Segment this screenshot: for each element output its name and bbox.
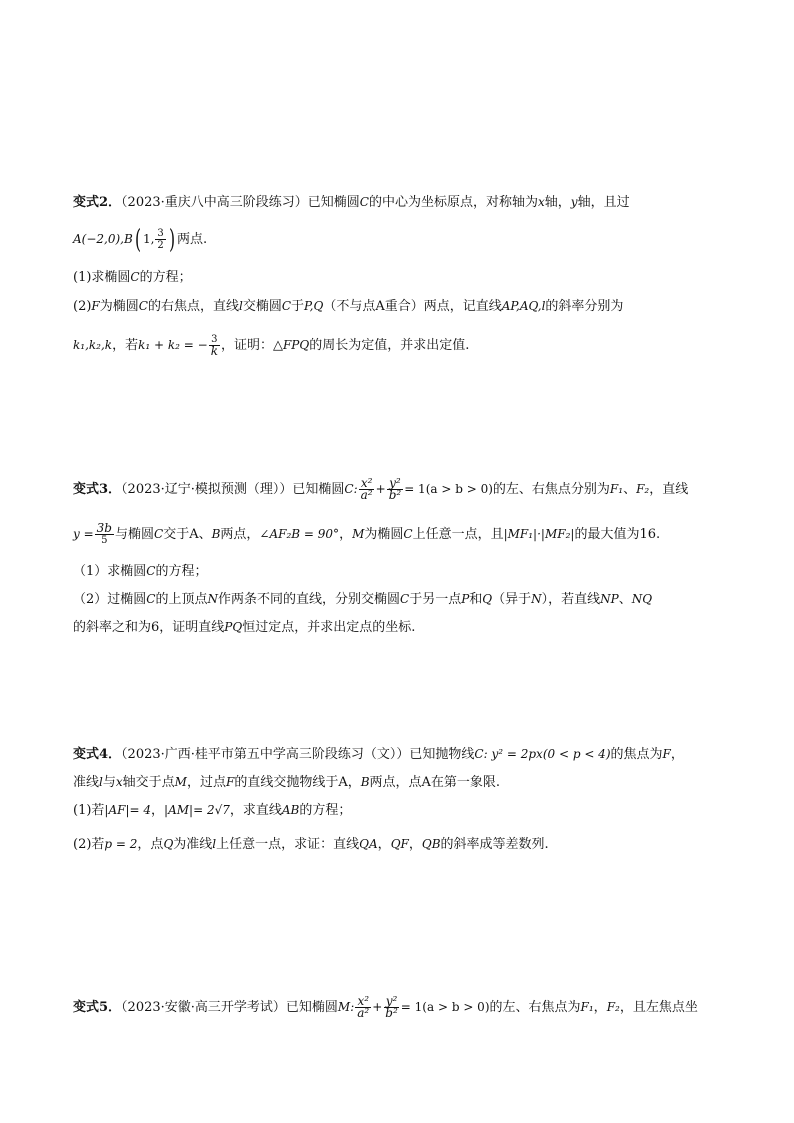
- text: 轴，且过: [577, 195, 630, 210]
- math-var: C: [154, 527, 164, 541]
- text: 于另一点: [409, 592, 462, 607]
- text: 于: [291, 299, 305, 314]
- math-var: y: [570, 195, 578, 209]
- text: 两点，点A在第一象限.: [369, 775, 501, 790]
- math-expr: |MF₁|·|MF₂|: [503, 527, 575, 541]
- text: ，点: [137, 837, 164, 852]
- text: 的上顶点: [155, 592, 208, 607]
- math-var: Q: [163, 837, 174, 851]
- text: 、: [623, 482, 637, 497]
- text: （异于: [492, 592, 532, 607]
- math-var: F₁: [609, 482, 624, 496]
- fraction: [387, 478, 404, 501]
- text: ，求直线: [229, 803, 282, 818]
- p4-part1: [73, 800, 754, 821]
- text: 已知椭圆: [285, 1000, 338, 1015]
- math-var: C: [146, 564, 156, 578]
- p3-label: 变式3．: [73, 482, 122, 497]
- frac-num: x²: [360, 476, 373, 490]
- text: 为椭圆: [364, 527, 404, 542]
- text: 的方程；: [299, 803, 352, 818]
- math-var: M: [174, 775, 187, 789]
- text: 作两条不同的直线，分别交椭圆: [217, 592, 400, 607]
- p2-source: （2023·重庆八中高三阶段练习）: [121, 195, 308, 210]
- text: 的斜率分别为: [545, 299, 624, 314]
- p2-part2: [73, 296, 754, 317]
- math-var: C: [130, 270, 140, 284]
- text: ，: [339, 527, 353, 542]
- frac-den: 2: [157, 240, 164, 251]
- math-var: N: [531, 592, 542, 606]
- p4-line2: [73, 772, 754, 793]
- math-var: F₂: [606, 1000, 620, 1014]
- text: 的方程；: [155, 564, 208, 579]
- text: ，过点: [186, 775, 226, 790]
- math-expr: k₁,k₂,k: [73, 338, 113, 352]
- text: 为椭圆: [99, 299, 139, 314]
- paren-open: (: [134, 224, 141, 255]
- text: (2)若: [73, 837, 105, 852]
- fraction: [155, 228, 165, 251]
- math-var: P: [461, 592, 470, 606]
- math-var: C: [403, 527, 413, 541]
- math-var: C: [281, 299, 292, 313]
- math-var: QA: [359, 837, 378, 851]
- math-var: P,Q: [304, 299, 324, 313]
- text: ，证明：△: [220, 338, 283, 353]
- math-expr: = 1(a > b > 0): [400, 1000, 490, 1014]
- math-var: N: [207, 592, 218, 606]
- text: 和: [469, 592, 483, 607]
- math-var: l: [212, 837, 217, 851]
- frac-den: a²: [360, 488, 373, 502]
- math-var: C: [359, 195, 369, 209]
- text: (1)若: [73, 803, 105, 818]
- math-var: l: [238, 299, 243, 313]
- text: 轴交于点: [122, 775, 175, 790]
- frac-num: y²: [385, 994, 398, 1008]
- math-var: F₁: [580, 1000, 594, 1014]
- math-var: C: [138, 299, 148, 313]
- text: 的方程；: [139, 270, 192, 285]
- frac-den: b²: [385, 1006, 398, 1020]
- frac-num: 3: [211, 334, 218, 345]
- text: 的最大值为16.: [574, 527, 661, 542]
- fraction: [359, 478, 375, 501]
- text: 两点，: [220, 527, 260, 542]
- math-var: C: [400, 592, 410, 606]
- text: 恒过定点，并求出定点的坐标.: [242, 620, 416, 635]
- paren-close: ): [168, 224, 175, 255]
- math-expr: C: y² = 2px(0 < p < 4): [474, 747, 611, 761]
- math-expr: 1,: [142, 232, 155, 246]
- p5-source: （2023·安徽·高三开学考试）: [121, 1000, 286, 1015]
- text: 与: [102, 775, 116, 790]
- text: ，: [593, 1000, 607, 1015]
- p3-line1: 变式3．（2023·辽宁·模拟预测（理））已知椭圆C: $\frac{\text{x²}}{\text{a²}}$ + $\frac{\text{y²}}{\text{b²}}$ = 1(a > b > 0)的左、右焦点分别为F₁、F₂，直线: [73, 476, 689, 502]
- math-var: F: [662, 747, 671, 761]
- fraction: [95, 523, 114, 546]
- text: 的周长为定值，并求出定值.: [309, 338, 470, 353]
- p3-part2-cont: [73, 617, 754, 638]
- p3-source: （2023·辽宁·模拟预测（理））: [121, 482, 293, 497]
- p4-line1: [73, 744, 754, 765]
- text: ，且左焦点坐: [619, 1000, 698, 1015]
- frac-num: 3: [157, 228, 164, 239]
- math-expr: = 1(a > b > 0): [404, 482, 493, 496]
- math-var: QB: [421, 837, 441, 851]
- text: 交于A、: [163, 527, 212, 542]
- math-expr: y =: [73, 527, 94, 541]
- p5-label: 变式5．: [73, 1000, 122, 1015]
- fraction: [209, 334, 220, 357]
- math-expr: C:: [344, 482, 358, 496]
- fraction: [355, 996, 371, 1019]
- math-expr: A(−2,0),B: [73, 232, 133, 246]
- math-var: NP: [600, 592, 619, 606]
- text: 的焦点为: [610, 747, 663, 762]
- frac-num: y²: [389, 476, 401, 490]
- math-var: x: [537, 195, 545, 209]
- p4-label: 变式4．: [73, 747, 122, 762]
- text: 上任意一点，且: [412, 527, 504, 542]
- text: 、: [618, 592, 632, 607]
- p3-line2: [73, 523, 754, 546]
- frac-num: 3b: [96, 521, 112, 535]
- text: 的中心为坐标原点，对称轴为: [368, 195, 538, 210]
- text: 为准线: [173, 837, 213, 852]
- p2-line1: [73, 192, 754, 213]
- math-var: C: [146, 592, 156, 606]
- math-var: PQ: [224, 620, 243, 634]
- p4-part2: [73, 834, 754, 855]
- math-var: B: [211, 527, 221, 541]
- text: 轴，: [544, 195, 571, 210]
- p2-label: 变式2．: [73, 195, 122, 210]
- math-var: F: [225, 775, 235, 789]
- text: ，: [408, 837, 422, 852]
- p3-part2: [73, 589, 754, 610]
- text: 两点.: [176, 232, 208, 247]
- text: 的直线交抛物线于A，: [234, 775, 361, 790]
- text: 已知椭圆: [307, 195, 360, 210]
- text: ），若直线: [541, 592, 601, 607]
- math-var: F₂: [636, 482, 650, 496]
- frac-den: 5: [101, 535, 108, 546]
- math-var: AB: [281, 803, 300, 817]
- text: ，: [151, 803, 165, 818]
- text: 的左、右焦点为: [489, 1000, 581, 1015]
- math-var: x: [115, 775, 123, 789]
- text: (2): [73, 299, 92, 314]
- text: 的右焦点，直线: [147, 299, 239, 314]
- text: 准线: [73, 775, 100, 790]
- text: 上任意一点，求证：直线: [216, 837, 360, 852]
- math-var: Q: [482, 592, 493, 606]
- frac-den: k: [210, 344, 218, 358]
- text: 的斜率成等差数列.: [440, 837, 549, 852]
- math-var: QF: [390, 837, 409, 851]
- text: 交椭圆: [242, 299, 282, 314]
- p4-source: （2023·广西·桂平市第五中学高三阶段练习（文））: [121, 747, 410, 762]
- frac-den: b²: [388, 488, 402, 502]
- text: ，直线: [649, 482, 689, 497]
- math-expr: p = 2: [104, 837, 138, 851]
- text: 与椭圆: [114, 527, 154, 542]
- text: （1）求椭圆: [73, 564, 147, 579]
- p2-part1: [73, 267, 754, 288]
- math-var: M: [352, 527, 365, 541]
- fraction: [383, 996, 400, 1019]
- text: ，: [670, 747, 684, 762]
- math-var: F: [91, 299, 100, 313]
- math-var: B: [360, 775, 370, 789]
- p3-part1: [73, 561, 754, 582]
- math-var: l: [99, 775, 103, 789]
- text: （不与点A重合）两点，记直线: [323, 299, 502, 314]
- text: ，若: [112, 338, 139, 353]
- math-var: AP,AQ,l: [501, 299, 546, 313]
- p2-line2: [73, 224, 754, 255]
- text: 的斜率之和为6，证明直线: [73, 620, 225, 635]
- p5-line1: 变式5．（2023·安徽·高三开学考试）已知椭圆M: $\frac{\text{x²}}{\text{a²}}$ + $\frac{\text{y²}}{\text{b²}}$ = 1(a > b > 0)的左、右焦点为F₁，F₂，且左焦点坐: [73, 994, 698, 1020]
- math-expr: M:: [337, 1000, 355, 1014]
- text: （2）过椭圆: [73, 592, 147, 607]
- text: 已知抛物线: [409, 747, 475, 762]
- text: (1)求椭圆: [73, 270, 131, 285]
- math-expr: |AM|= 2√7: [164, 803, 230, 817]
- frac-num: x²: [357, 994, 370, 1008]
- p2-part2-cont: [73, 334, 754, 357]
- frac-den: a²: [357, 1006, 370, 1020]
- math-var: FPQ: [282, 338, 310, 352]
- math-expr: k₁ + k₂ = −: [138, 338, 208, 352]
- math-expr: ∠AF₂B = 90°: [259, 527, 340, 541]
- math-var: NQ: [631, 592, 653, 606]
- text: 的左、右焦点分别为: [492, 482, 610, 497]
- math-expr: |AF|= 4: [104, 803, 152, 817]
- text: 已知椭圆: [292, 482, 345, 497]
- text: ，: [377, 837, 391, 852]
